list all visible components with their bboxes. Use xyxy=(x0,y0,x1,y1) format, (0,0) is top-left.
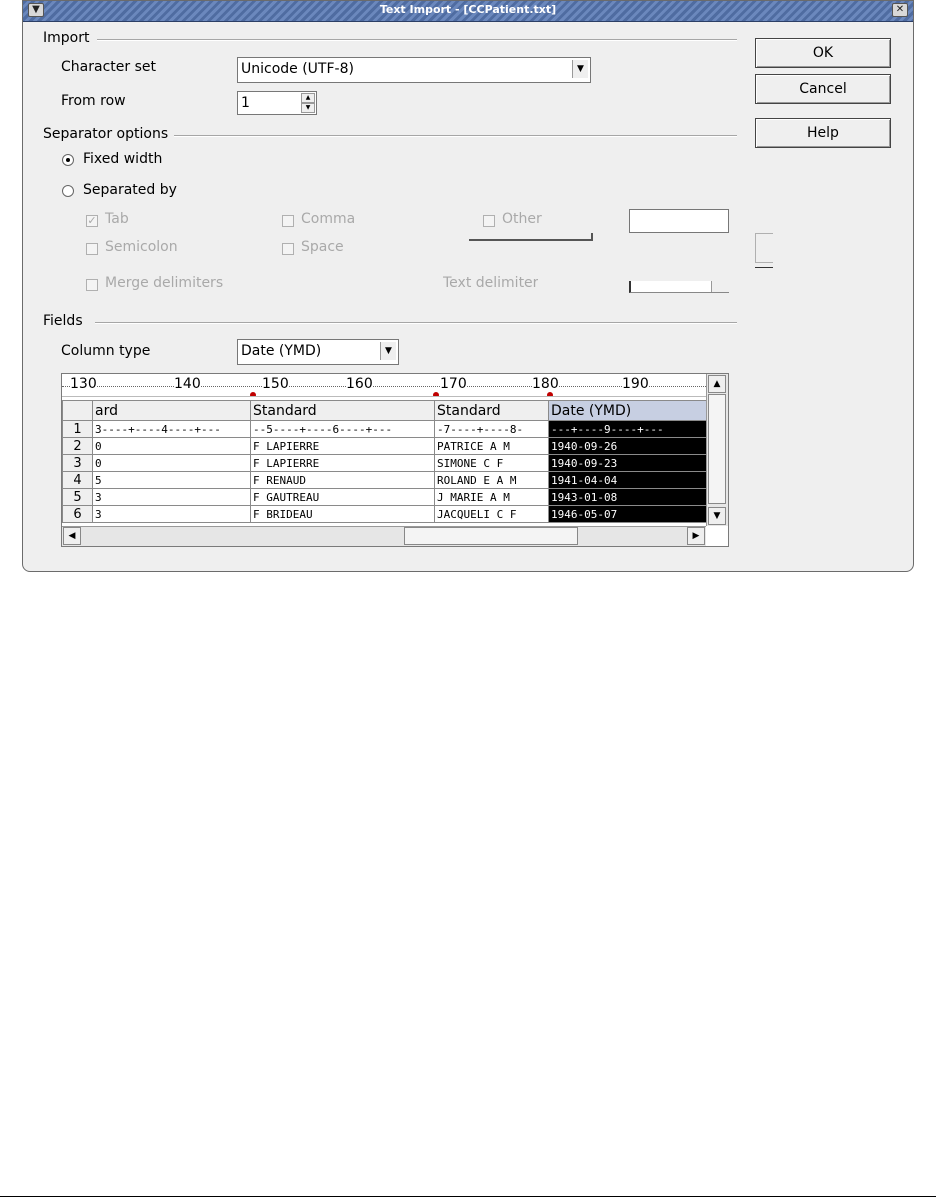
close-icon: ✕ xyxy=(895,4,905,15)
space-checkbox[interactable] xyxy=(282,243,294,255)
spin-up-icon[interactable]: ▲ xyxy=(301,93,315,103)
row-number: 1 xyxy=(63,421,93,438)
title-bar[interactable] xyxy=(23,1,913,22)
column-type-dropdown[interactable] xyxy=(237,339,399,365)
table-cell: 3----+----4----+--- xyxy=(93,421,251,438)
table-cell: JACQUELI C F xyxy=(435,506,549,523)
table-cell: 1946-05-07 xyxy=(549,506,707,523)
tab-label: Tab xyxy=(105,211,129,227)
table-row xyxy=(63,421,707,438)
other-separator-input[interactable] xyxy=(629,209,729,233)
column-split-marker[interactable] xyxy=(250,392,256,397)
vertical-scrollbar[interactable] xyxy=(706,374,728,526)
fields-section-title: Fields xyxy=(43,313,89,329)
table-cell: ---+----9----+--- xyxy=(549,421,707,438)
column-header[interactable]: ard xyxy=(93,401,251,421)
from-row-value: 1 xyxy=(241,95,250,111)
table-cell: 1940-09-23 xyxy=(549,455,707,472)
column-type-value: Date (YMD) xyxy=(241,343,322,359)
window-title: Text Import - [CCPatient.txt] xyxy=(379,3,557,16)
tab-checkbox[interactable]: ✓ xyxy=(87,214,97,227)
column-type-label: Column type xyxy=(61,343,151,359)
text-delimiter-dropdown[interactable] xyxy=(629,281,729,293)
table-cell: SIMONE C F xyxy=(435,455,549,472)
separator-section-title: Separator options xyxy=(43,126,174,142)
table-cell: J MARIE A M xyxy=(435,489,549,506)
row-number: 5 xyxy=(63,489,93,506)
table-cell: 1941-04-04 xyxy=(549,472,707,489)
horizontal-scrollbar[interactable] xyxy=(62,526,706,546)
window-close-button[interactable] xyxy=(892,3,908,17)
table-cell: PATRICE A M xyxy=(435,438,549,455)
table-cell: F GAUTREAU xyxy=(251,489,435,506)
ruler-tick-label: 180 xyxy=(532,376,559,392)
table-row xyxy=(63,506,707,523)
table-cell: 1940-09-26 xyxy=(549,438,707,455)
horizontal-scroll-thumb[interactable] xyxy=(404,527,578,545)
preview-table xyxy=(62,400,707,523)
ruler-tick-label: 140 xyxy=(174,376,201,392)
other-label: Other xyxy=(502,211,542,227)
other-checkbox[interactable] xyxy=(483,215,495,227)
column-header-selected[interactable]: Date (YMD) xyxy=(549,401,707,421)
import-section-title: Import xyxy=(43,30,95,46)
merge-delimiters-checkbox[interactable] xyxy=(86,279,98,291)
comma-checkbox[interactable] xyxy=(282,215,294,227)
semicolon-checkbox[interactable] xyxy=(86,243,98,255)
column-split-marker[interactable] xyxy=(433,392,439,397)
fixed-width-radio[interactable] xyxy=(62,154,74,166)
table-cell: F LAPIERRE xyxy=(251,438,435,455)
charset-label: Character set xyxy=(61,59,156,75)
merge-delimiters-label: Merge delimiters xyxy=(105,275,224,291)
corner-cell xyxy=(63,401,93,421)
column-header[interactable]: Standard xyxy=(435,401,549,421)
charset-value: Unicode (UTF-8) xyxy=(241,61,354,77)
fields-divider xyxy=(95,322,737,324)
scroll-left-icon[interactable]: ◀ xyxy=(63,527,81,545)
scroll-down-icon[interactable]: ▼ xyxy=(708,507,726,525)
from-row-label: From row xyxy=(61,93,126,109)
table-cell: 0 xyxy=(93,455,251,472)
cancel-button[interactable]: Cancel xyxy=(755,74,891,104)
ruler-dots xyxy=(62,386,706,387)
semicolon-label: Semicolon xyxy=(105,239,178,255)
hidden-control-line xyxy=(755,267,773,268)
separated-by-radio[interactable] xyxy=(62,185,74,197)
table-cell: ROLAND E A M xyxy=(435,472,549,489)
table-cell: --5----+----6----+--- xyxy=(251,421,435,438)
column-header[interactable]: Standard xyxy=(251,401,435,421)
column-header-row xyxy=(63,401,707,421)
ruler-tick-label: 160 xyxy=(346,376,373,392)
scroll-right-icon[interactable]: ▶ xyxy=(687,527,705,545)
ruler-tick-label: 170 xyxy=(440,376,467,392)
comma-label: Comma xyxy=(301,211,356,227)
ruler-tick-label: 150 xyxy=(262,376,289,392)
text-import-dialog xyxy=(22,0,914,572)
row-number: 3 xyxy=(63,455,93,472)
chevron-down-icon: ▼ xyxy=(32,4,40,15)
table-cell: 1943-01-08 xyxy=(549,489,707,506)
scroll-up-icon[interactable]: ▲ xyxy=(708,375,726,393)
hidden-control-frame xyxy=(755,233,773,263)
fixed-width-label[interactable]: Fixed width xyxy=(83,151,163,167)
ok-button[interactable]: OK xyxy=(755,38,891,68)
text-delimiter-label: Text delimiter xyxy=(443,275,539,287)
row-number: 6 xyxy=(63,506,93,523)
table-cell: 3 xyxy=(93,489,251,506)
ruler-tick-label: 190 xyxy=(622,376,649,392)
dropdown-arrow-icon[interactable]: ▼ xyxy=(380,342,396,360)
table-cell: F BRIDEAU xyxy=(251,506,435,523)
charset-dropdown[interactable] xyxy=(237,57,591,83)
table-row xyxy=(63,489,707,506)
table-row xyxy=(63,455,707,472)
other-underline xyxy=(469,233,593,241)
ruler-tick-label: 130 xyxy=(70,376,97,392)
help-button[interactable]: Help xyxy=(755,118,891,148)
table-cell: 5 xyxy=(93,472,251,489)
table-row xyxy=(63,438,707,455)
page-bottom-rule xyxy=(0,1196,936,1197)
dropdown-arrow-icon[interactable]: ▼ xyxy=(572,60,588,78)
table-cell: F RENAUD xyxy=(251,472,435,489)
column-ruler[interactable] xyxy=(62,374,706,397)
vertical-scroll-thumb[interactable] xyxy=(708,394,726,504)
row-number: 2 xyxy=(63,438,93,455)
column-split-marker[interactable] xyxy=(547,392,553,397)
spin-down-icon[interactable]: ▼ xyxy=(301,103,315,113)
import-divider xyxy=(97,39,737,41)
from-row-spinbox[interactable] xyxy=(237,91,317,115)
space-label: Space xyxy=(301,239,344,255)
data-preview[interactable] xyxy=(61,373,729,547)
table-cell: -7----+----8- xyxy=(435,421,549,438)
table-cell: 0 xyxy=(93,438,251,455)
table-row xyxy=(63,472,707,489)
separator-divider xyxy=(173,135,737,137)
table-cell: 3 xyxy=(93,506,251,523)
separated-by-label[interactable]: Separated by xyxy=(83,182,177,198)
text-delimiter-arrow-icon[interactable] xyxy=(711,281,729,292)
row-number: 4 xyxy=(63,472,93,489)
table-cell: F LAPIERRE xyxy=(251,455,435,472)
